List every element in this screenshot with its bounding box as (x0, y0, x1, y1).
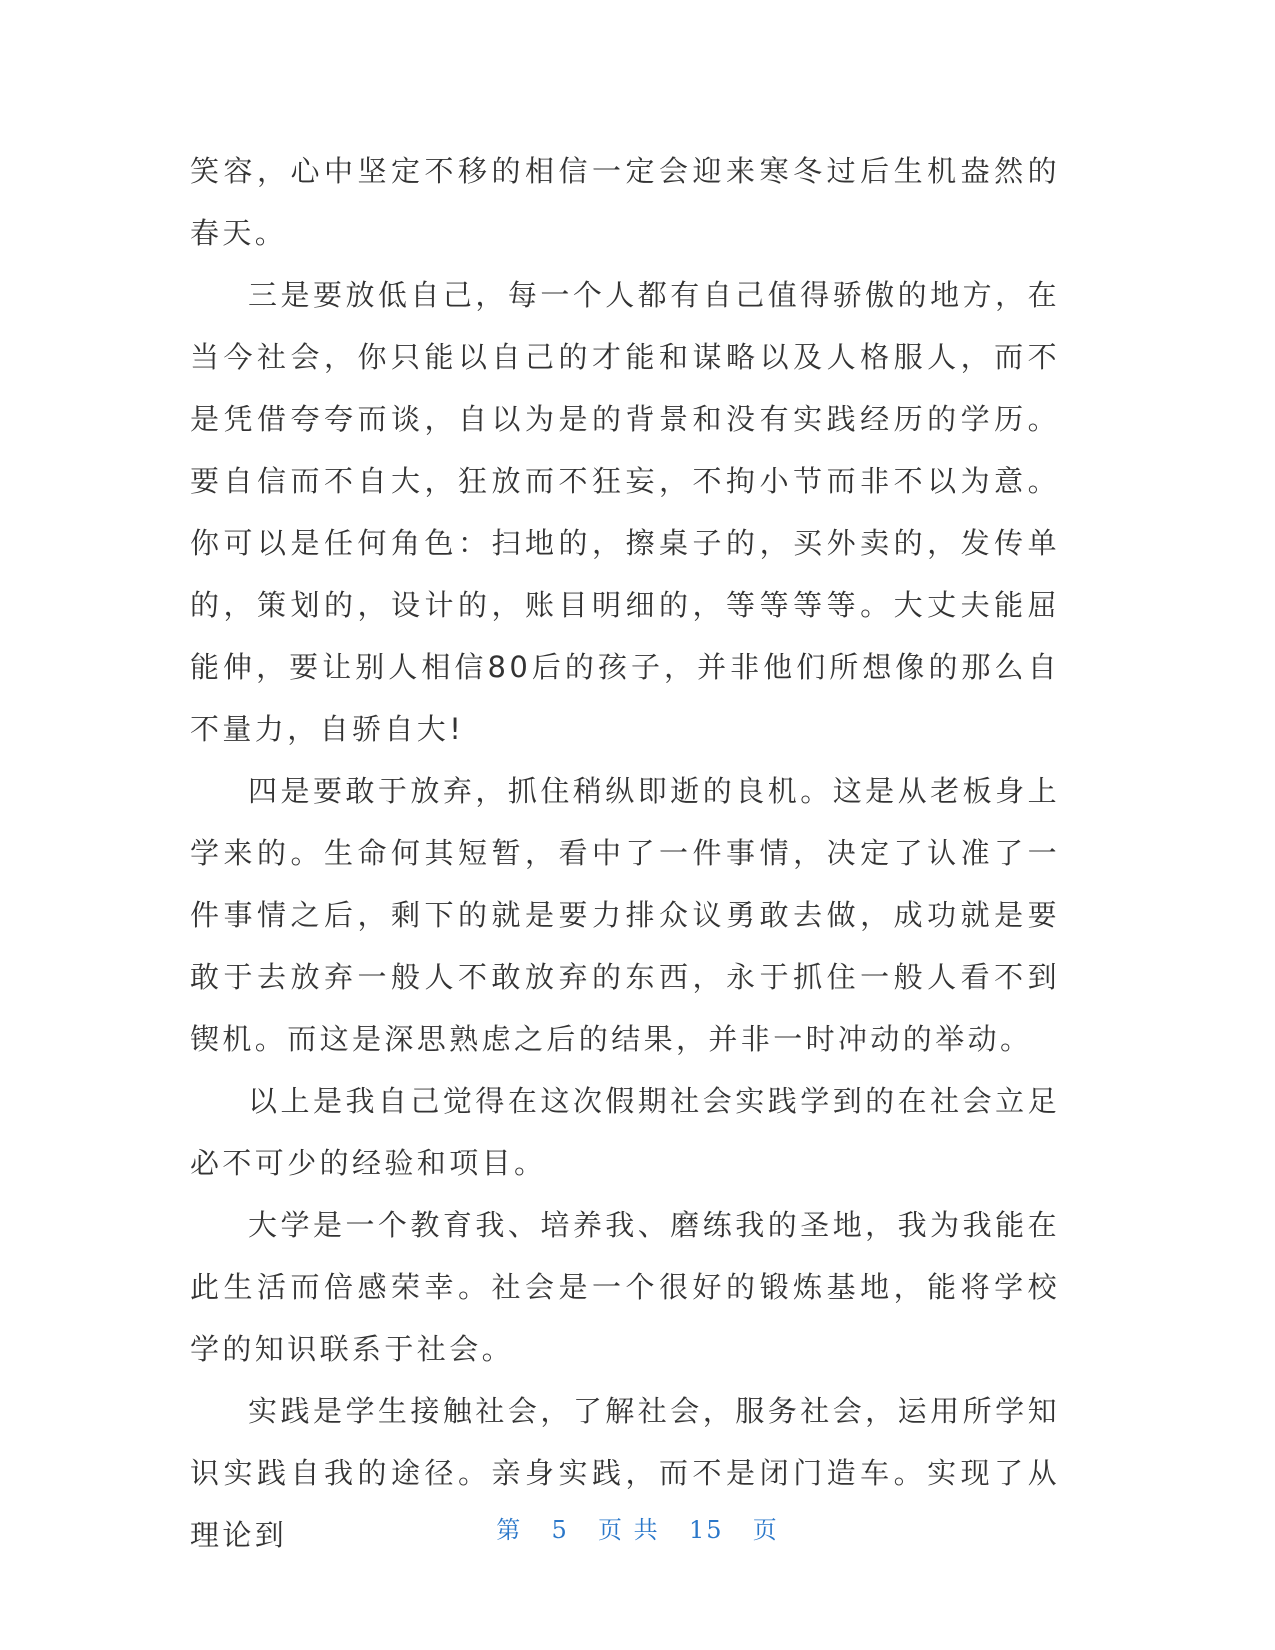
page-number-footer (0, 1514, 1275, 1546)
paragraph-point-three: 三是要放低自己，每一个人都有自己值得骄傲的地方，在当今社会，你只能以自己的才能和谋略以及人格服人，而不是凭借夸夸而谈，自以为是的背景和没有实践经历的学历。要自信而不自大，狂放而不狂妄，不拘小节而非不以为意。你可以是任何角色：扫地的，擦桌子的，买外卖的，发传单的，策划的，设计的，账目明细的，等等等等。大丈夫能屈能伸，要让别人相信80后的孩子，并非他们所想像的那么自不量力，自骄自大! (190, 278, 1060, 746)
footer-suffix: 页 (752, 1516, 779, 1544)
paragraph-continuation: 笑容，心中坚定不移的相信一定会迎来寒冬过后生机盎然的春天。 (190, 154, 1060, 250)
paragraph-point-four: 四是要敢于放弃，抓住稍纵即逝的良机。这是从老板身上学来的。生命何其短暂，看中了一件事情，决定了认准了一件事情之后，剩下的就是要力排众议勇敢去做，成功就是要敢于去放弃一般人不敢放弃的东西，永于抓住一般人看不到锲机。而这是深思熟虑之后的结果，并非一时冲动的举动。 (190, 774, 1060, 1056)
footer-prefix: 第 (496, 1516, 523, 1544)
paragraph-university: 大学是一个教育我、培养我、磨练我的圣地，我为我能在此生活而倍感荣幸。社会是一个很好的锻炼基地，能将学校学的知识联系于社会。 (190, 1208, 1060, 1366)
footer-current-page: 5 (551, 1516, 569, 1544)
document-body (190, 140, 1060, 1566)
footer-total-pages: 15 (688, 1516, 724, 1544)
paragraph-summary: 以上是我自己觉得在这次假期社会实践学到的在社会立足必不可少的经验和项目。 (190, 1084, 1060, 1180)
footer-middle: 页 共 (598, 1516, 660, 1544)
paragraph-practice: 实践是学生接触社会，了解社会，服务社会，运用所学知识实践自我的途径。亲身实践，而不是闭门造车。实现了从理论到 (190, 1394, 1060, 1552)
